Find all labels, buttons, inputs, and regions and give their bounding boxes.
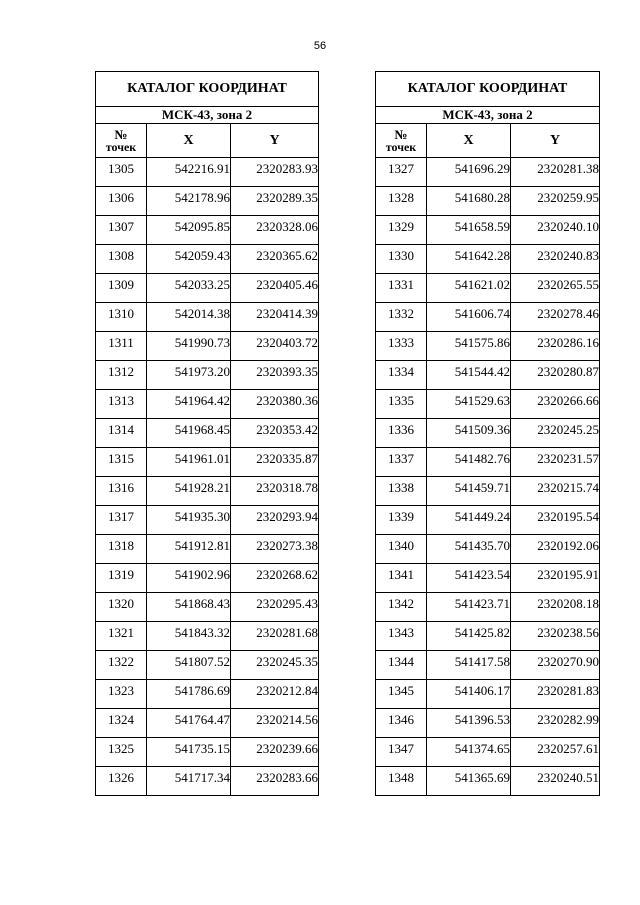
column-header-y: Y [511,124,600,158]
x-coordinate-cell: 541435.70 [427,535,511,564]
point-number-cell: 1309 [96,274,147,303]
y-coordinate-cell: 2320283.66 [231,767,319,796]
y-coordinate-cell: 2320245.35 [231,651,319,680]
table-row [96,158,319,187]
x-coordinate-cell: 541423.54 [427,564,511,593]
catalog-title: КАТАЛОГ КООРДИНАТ [96,72,319,107]
table-row [376,506,600,535]
point-number-cell: 1333 [376,332,427,361]
y-coordinate-cell: 2320278.46 [511,303,600,332]
table-row [96,303,319,332]
point-number-cell: 1339 [376,506,427,535]
column-header-y: Y [231,124,319,158]
points-word: точек [105,139,137,154]
y-coordinate-cell: 2320208.18 [511,593,600,622]
x-coordinate-cell: 541990.73 [147,332,231,361]
x-coordinate-cell: 542059.43 [147,245,231,274]
point-number-cell: 1307 [96,216,147,245]
column-header-point-number [376,124,427,158]
x-coordinate-cell: 542216.91 [147,158,231,187]
x-coordinate-cell: 542095.85 [147,216,231,245]
point-number-cell: 1305 [96,158,147,187]
table-row [96,245,319,274]
table-row [376,709,600,738]
x-coordinate-cell: 541482.76 [427,448,511,477]
y-coordinate-cell: 2320231.57 [511,448,600,477]
x-coordinate-cell: 541449.24 [427,506,511,535]
y-coordinate-cell: 2320270.90 [511,651,600,680]
y-coordinate-cell: 2320266.66 [511,390,600,419]
table-row [96,622,319,651]
table-row [96,680,319,709]
x-coordinate-cell: 541928.21 [147,477,231,506]
point-number-cell: 1348 [376,767,427,796]
catalog-rows [96,158,319,796]
catalog-subtitle: МСК-43, зона 2 [96,107,319,124]
table-row [96,274,319,303]
y-coordinate-cell: 2320273.38 [231,535,319,564]
y-coordinate-cell: 2320192.06 [511,535,600,564]
x-coordinate-cell: 541735.15 [147,738,231,767]
y-coordinate-cell: 2320195.54 [511,506,600,535]
table-row [376,332,600,361]
y-coordinate-cell: 2320212.84 [231,680,319,709]
table-row [96,216,319,245]
table-row [96,506,319,535]
x-coordinate-cell: 541374.65 [427,738,511,767]
column-header-point-number [96,124,147,158]
y-coordinate-cell: 2320281.38 [511,158,600,187]
table-row [96,332,319,361]
x-coordinate-cell: 541973.20 [147,361,231,390]
y-coordinate-cell: 2320257.61 [511,738,600,767]
table-row [376,448,600,477]
point-number-cell: 1336 [376,419,427,448]
x-coordinate-cell: 542033.25 [147,274,231,303]
y-coordinate-cell: 2320239.66 [231,738,319,767]
y-coordinate-cell: 2320405.46 [231,274,319,303]
point-number-cell: 1341 [376,564,427,593]
x-coordinate-cell: 541459.71 [427,477,511,506]
point-number-cell: 1311 [96,332,147,361]
table-row [96,419,319,448]
point-number-cell: 1347 [376,738,427,767]
table-row [376,158,600,187]
point-number-cell: 1343 [376,622,427,651]
x-coordinate-cell: 541717.34 [147,767,231,796]
x-coordinate-cell: 541606.74 [427,303,511,332]
point-number-cell: 1320 [96,593,147,622]
point-number-cell: 1335 [376,390,427,419]
table-row [96,738,319,767]
x-coordinate-cell: 541658.59 [427,216,511,245]
point-number-cell: 1312 [96,361,147,390]
x-coordinate-cell: 541425.82 [427,622,511,651]
point-number-cell: 1340 [376,535,427,564]
x-coordinate-cell: 541365.69 [427,767,511,796]
x-coordinate-cell: 541964.42 [147,390,231,419]
y-coordinate-cell: 2320259.95 [511,187,600,216]
point-number-cell: 1344 [376,651,427,680]
point-number-cell: 1329 [376,216,427,245]
point-number-cell: 1313 [96,390,147,419]
x-coordinate-cell: 541406.17 [427,680,511,709]
x-coordinate-cell: 541529.63 [427,390,511,419]
x-coordinate-cell: 541509.36 [427,419,511,448]
coordinate-catalog-table-left [95,71,319,796]
y-coordinate-cell: 2320353.42 [231,419,319,448]
point-number-cell: 1328 [376,187,427,216]
point-number-cell: 1322 [96,651,147,680]
y-coordinate-cell: 2320293.94 [231,506,319,535]
table-row [376,245,600,274]
table-row [96,361,319,390]
y-coordinate-cell: 2320335.87 [231,448,319,477]
y-coordinate-cell: 2320240.83 [511,245,600,274]
point-number-cell: 1324 [96,709,147,738]
y-coordinate-cell: 2320318.78 [231,477,319,506]
x-coordinate-cell: 541902.96 [147,564,231,593]
point-number-cell: 1334 [376,361,427,390]
y-coordinate-cell: 2320195.91 [511,564,600,593]
point-number-cell: 1316 [96,477,147,506]
table-row [96,535,319,564]
table-row [376,274,600,303]
x-coordinate-cell: 541968.45 [147,419,231,448]
table-row [376,216,600,245]
table-row [96,709,319,738]
table-row [376,477,600,506]
table-row [96,564,319,593]
table-row [376,187,600,216]
table-row [96,593,319,622]
table-row [376,390,600,419]
table-row [376,738,600,767]
table-row [376,419,600,448]
table-row [376,651,600,680]
table-row [96,477,319,506]
catalog-rows [376,158,600,796]
point-number-cell: 1308 [96,245,147,274]
x-coordinate-cell: 541868.43 [147,593,231,622]
point-number-cell: 1326 [96,767,147,796]
point-number-cell: 1314 [96,419,147,448]
y-coordinate-cell: 2320380.36 [231,390,319,419]
point-number-cell: 1332 [376,303,427,332]
x-coordinate-cell: 541396.53 [427,709,511,738]
point-number-cell: 1346 [376,709,427,738]
table-row [376,593,600,622]
coordinate-catalog-table-right [375,71,600,796]
point-number-cell: 1323 [96,680,147,709]
point-number-cell: 1331 [376,274,427,303]
y-coordinate-cell: 2320328.06 [231,216,319,245]
x-coordinate-cell: 541912.81 [147,535,231,564]
point-number-cell: 1310 [96,303,147,332]
y-coordinate-cell: 2320289.35 [231,187,319,216]
table-row [376,680,600,709]
x-coordinate-cell: 541423.71 [427,593,511,622]
point-number-cell: 1317 [96,506,147,535]
table-row [96,448,319,477]
point-number-cell: 1325 [96,738,147,767]
y-coordinate-cell: 2320393.35 [231,361,319,390]
x-coordinate-cell: 542014.38 [147,303,231,332]
catalog-title: КАТАЛОГ КООРДИНАТ [376,72,600,107]
x-coordinate-cell: 542178.96 [147,187,231,216]
y-coordinate-cell: 2320238.56 [511,622,600,651]
column-header-x: X [427,124,511,158]
table-row [96,651,319,680]
y-coordinate-cell: 2320240.10 [511,216,600,245]
point-number-cell: 1327 [376,158,427,187]
x-coordinate-cell: 541544.42 [427,361,511,390]
x-coordinate-cell: 541621.02 [427,274,511,303]
y-coordinate-cell: 2320414.39 [231,303,319,332]
x-coordinate-cell: 541961.01 [147,448,231,477]
x-coordinate-cell: 541417.58 [427,651,511,680]
y-coordinate-cell: 2320286.16 [511,332,600,361]
y-coordinate-cell: 2320240.51 [511,767,600,796]
x-coordinate-cell: 541696.29 [427,158,511,187]
point-number-cell: 1337 [376,448,427,477]
table-row [376,361,600,390]
table-row [96,187,319,216]
x-coordinate-cell: 541680.28 [427,187,511,216]
y-coordinate-cell: 2320365.62 [231,245,319,274]
table-row [376,535,600,564]
y-coordinate-cell: 2320245.25 [511,419,600,448]
table-row [376,564,600,593]
y-coordinate-cell: 2320282.99 [511,709,600,738]
point-number-cell: 1342 [376,593,427,622]
y-coordinate-cell: 2320281.68 [231,622,319,651]
number-sign: № [114,126,128,142]
y-coordinate-cell: 2320281.83 [511,680,600,709]
table-row [376,303,600,332]
y-coordinate-cell: 2320283.93 [231,158,319,187]
x-coordinate-cell: 541807.52 [147,651,231,680]
y-coordinate-cell: 2320403.72 [231,332,319,361]
number-sign: № [394,126,408,142]
point-number-cell: 1330 [376,245,427,274]
point-number-cell: 1321 [96,622,147,651]
table-row [96,390,319,419]
column-header-x: X [147,124,231,158]
y-coordinate-cell: 2320214.56 [231,709,319,738]
point-number-cell: 1319 [96,564,147,593]
y-coordinate-cell: 2320268.62 [231,564,319,593]
point-number-cell: 1338 [376,477,427,506]
x-coordinate-cell: 541575.86 [427,332,511,361]
x-coordinate-cell: 541764.47 [147,709,231,738]
x-coordinate-cell: 541642.28 [427,245,511,274]
table-row [376,767,600,796]
y-coordinate-cell: 2320265.55 [511,274,600,303]
x-coordinate-cell: 541935.30 [147,506,231,535]
points-word: точек [385,139,417,154]
table-row [376,622,600,651]
x-coordinate-cell: 541843.32 [147,622,231,651]
x-coordinate-cell: 541786.69 [147,680,231,709]
point-number-cell: 1318 [96,535,147,564]
point-number-cell: 1306 [96,187,147,216]
y-coordinate-cell: 2320215.74 [511,477,600,506]
y-coordinate-cell: 2320280.87 [511,361,600,390]
point-number-cell: 1315 [96,448,147,477]
page-number: 56 [313,40,327,52]
catalog-subtitle: МСК-43, зона 2 [376,107,600,124]
point-number-cell: 1345 [376,680,427,709]
table-row [96,767,319,796]
y-coordinate-cell: 2320295.43 [231,593,319,622]
